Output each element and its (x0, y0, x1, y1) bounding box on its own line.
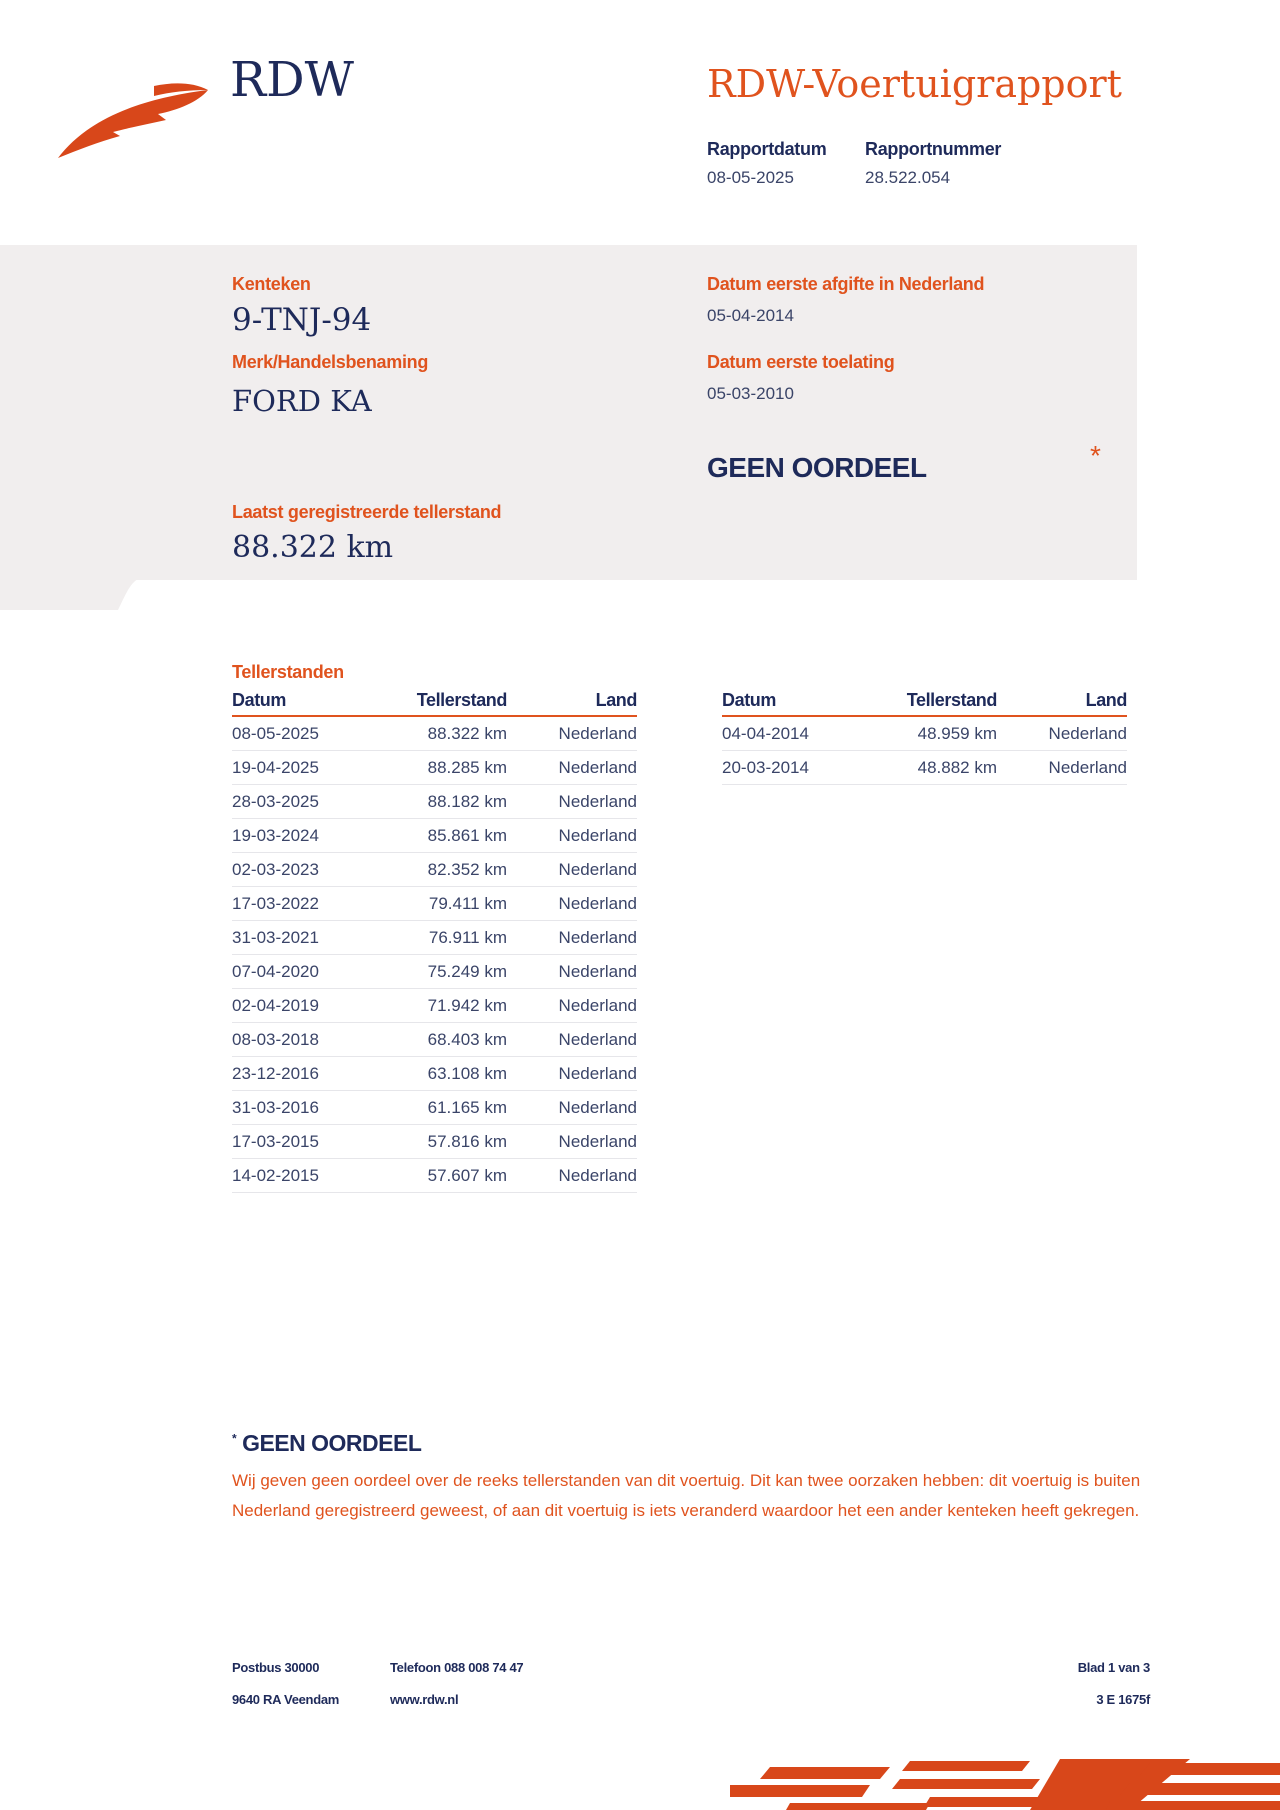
cell-land: Nederland (507, 1057, 637, 1091)
note-marker: * (232, 1431, 237, 1446)
col-header-tellerstand: Tellerstand (382, 690, 507, 716)
odometer-table-right (722, 690, 1127, 785)
footer-plaats: 9640 RA Veendam (232, 1692, 340, 1707)
cell-land: Nederland (507, 1091, 637, 1125)
table-row (232, 716, 637, 751)
rapportdatum-value: 08-05-2025 (707, 168, 794, 187)
tellerstand-label: Laatst geregistreerde tellerstand (232, 502, 502, 522)
cell-datum: 04-04-2014 (722, 716, 872, 751)
cell-tellerstand: 68.403 km (382, 1023, 507, 1057)
cell-tellerstand: 48.959 km (872, 716, 997, 751)
cell-land: Nederland (507, 989, 637, 1023)
cell-tellerstand: 88.182 km (382, 785, 507, 819)
cell-land: Nederland (507, 785, 637, 819)
cell-datum: 17-03-2022 (232, 887, 382, 921)
merk-label: Merk/Handelsbenaming (232, 352, 429, 372)
footer-postbus: Postbus 30000 (232, 1660, 320, 1675)
note-text: Wij geven geen oordeel over de reeks tellerstanden van dit voertuig. Dit kan twee oorzaken hebben: dit voertuig is buiten Nederland geregistreerd geweest, of aan dit voertuig is iets veranderd waardoor het een ander kenteken heeft gekregen. (232, 1471, 1141, 1520)
cell-land: Nederland (507, 1159, 637, 1193)
kenteken-value: 9-TNJ-94 (232, 302, 372, 338)
rapportdatum-label: Rapportdatum (707, 139, 827, 159)
toelating-value: 05-03-2010 (707, 384, 794, 403)
cell-tellerstand: 61.165 km (382, 1091, 507, 1125)
cell-tellerstand: 76.911 km (382, 921, 507, 955)
cell-tellerstand: 75.249 km (382, 955, 507, 989)
cell-tellerstand: 82.352 km (382, 853, 507, 887)
col-header-land: Land (997, 690, 1127, 716)
kenteken-label: Kenteken (232, 274, 311, 294)
cell-datum: 19-03-2024 (232, 819, 382, 853)
note-title: GEEN OORDEEL (242, 1430, 422, 1456)
rapportnummer-value: 28.522.054 (865, 168, 951, 187)
cell-land: Nederland (507, 853, 637, 887)
col-header-datum: Datum (232, 690, 382, 716)
odometer-table-left (232, 690, 637, 1193)
cell-tellerstand: 85.861 km (382, 819, 507, 853)
table-row (722, 716, 1127, 751)
cell-tellerstand: 88.322 km (382, 716, 507, 751)
cell-land: Nederland (507, 955, 637, 989)
panel-tail (0, 578, 140, 610)
table-row (232, 921, 637, 955)
toelating-label: Datum eerste toelating (707, 352, 895, 372)
cell-datum: 17-03-2015 (232, 1125, 382, 1159)
cell-datum: 08-03-2018 (232, 1023, 382, 1057)
cell-datum: 02-04-2019 (232, 989, 382, 1023)
cell-tellerstand: 48.882 km (872, 751, 997, 785)
cell-land: Nederland (997, 716, 1127, 751)
cell-land: Nederland (507, 887, 637, 921)
rdw-logo (58, 80, 208, 160)
cell-tellerstand: 71.942 km (382, 989, 507, 1023)
table-row (232, 853, 637, 887)
tellerstand-value: 88.322 km (232, 530, 394, 565)
cell-tellerstand: 57.816 km (382, 1125, 507, 1159)
table-row (232, 1057, 637, 1091)
vehicle-summary-panel (0, 245, 1137, 580)
cell-datum: 20-03-2014 (722, 751, 872, 785)
decorative-stripes (730, 1755, 1280, 1810)
cell-datum: 08-05-2025 (232, 716, 382, 751)
table-header-row (232, 690, 637, 716)
col-header-tellerstand: Tellerstand (872, 690, 997, 716)
cell-datum: 02-03-2023 (232, 853, 382, 887)
table-row (232, 955, 637, 989)
cell-land: Nederland (507, 819, 637, 853)
cell-tellerstand: 63.108 km (382, 1057, 507, 1091)
tellerstanden-title: Tellerstanden (232, 662, 344, 682)
cell-land: Nederland (507, 751, 637, 785)
table-row (232, 989, 637, 1023)
table-row (232, 887, 637, 921)
table-header-row (722, 690, 1127, 716)
cell-datum: 31-03-2016 (232, 1091, 382, 1125)
cell-datum: 19-04-2025 (232, 751, 382, 785)
table-row (232, 1091, 637, 1125)
cell-datum: 28-03-2025 (232, 785, 382, 819)
cell-tellerstand: 88.285 km (382, 751, 507, 785)
cell-tellerstand: 79.411 km (382, 887, 507, 921)
brand-name: RDW (230, 52, 354, 108)
cell-land: Nederland (507, 716, 637, 751)
cell-land: Nederland (997, 751, 1127, 785)
cell-datum: 14-02-2015 (232, 1159, 382, 1193)
table-row (232, 785, 637, 819)
cell-datum: 31-03-2021 (232, 921, 382, 955)
table-row (232, 1125, 637, 1159)
cell-land: Nederland (507, 1125, 637, 1159)
table-row (232, 751, 637, 785)
footer-page-number: Blad 1 van 3 (1077, 1660, 1150, 1675)
footer-website[interactable]: www.rdw.nl (390, 1692, 459, 1707)
merk-value: FORD KA (232, 384, 372, 418)
table-row (722, 751, 1127, 785)
rapportnummer-label: Rapportnummer (865, 139, 1002, 159)
cell-datum: 23-12-2016 (232, 1057, 382, 1091)
table-row (232, 819, 637, 853)
footer-telefoon: Telefoon 088 008 74 47 (390, 1660, 524, 1675)
table-row (232, 1023, 637, 1057)
table-row (232, 1159, 637, 1193)
afgifte-label: Datum eerste afgifte in Nederland (707, 274, 985, 294)
cell-land: Nederland (507, 1023, 637, 1057)
footer-code: 3 E 1675f (1096, 1692, 1150, 1707)
note-heading (232, 1430, 421, 1457)
col-header-land: Land (507, 690, 637, 716)
oordeel-value: GEEN OORDEEL (707, 452, 927, 483)
cell-datum: 07-04-2020 (232, 955, 382, 989)
afgifte-value: 05-04-2014 (707, 306, 794, 325)
cell-land: Nederland (507, 921, 637, 955)
cell-tellerstand: 57.607 km (382, 1159, 507, 1193)
report-title: RDW-Voertuigrapport (707, 62, 1122, 106)
oordeel-marker: * (1090, 440, 1101, 471)
col-header-datum: Datum (722, 690, 872, 716)
